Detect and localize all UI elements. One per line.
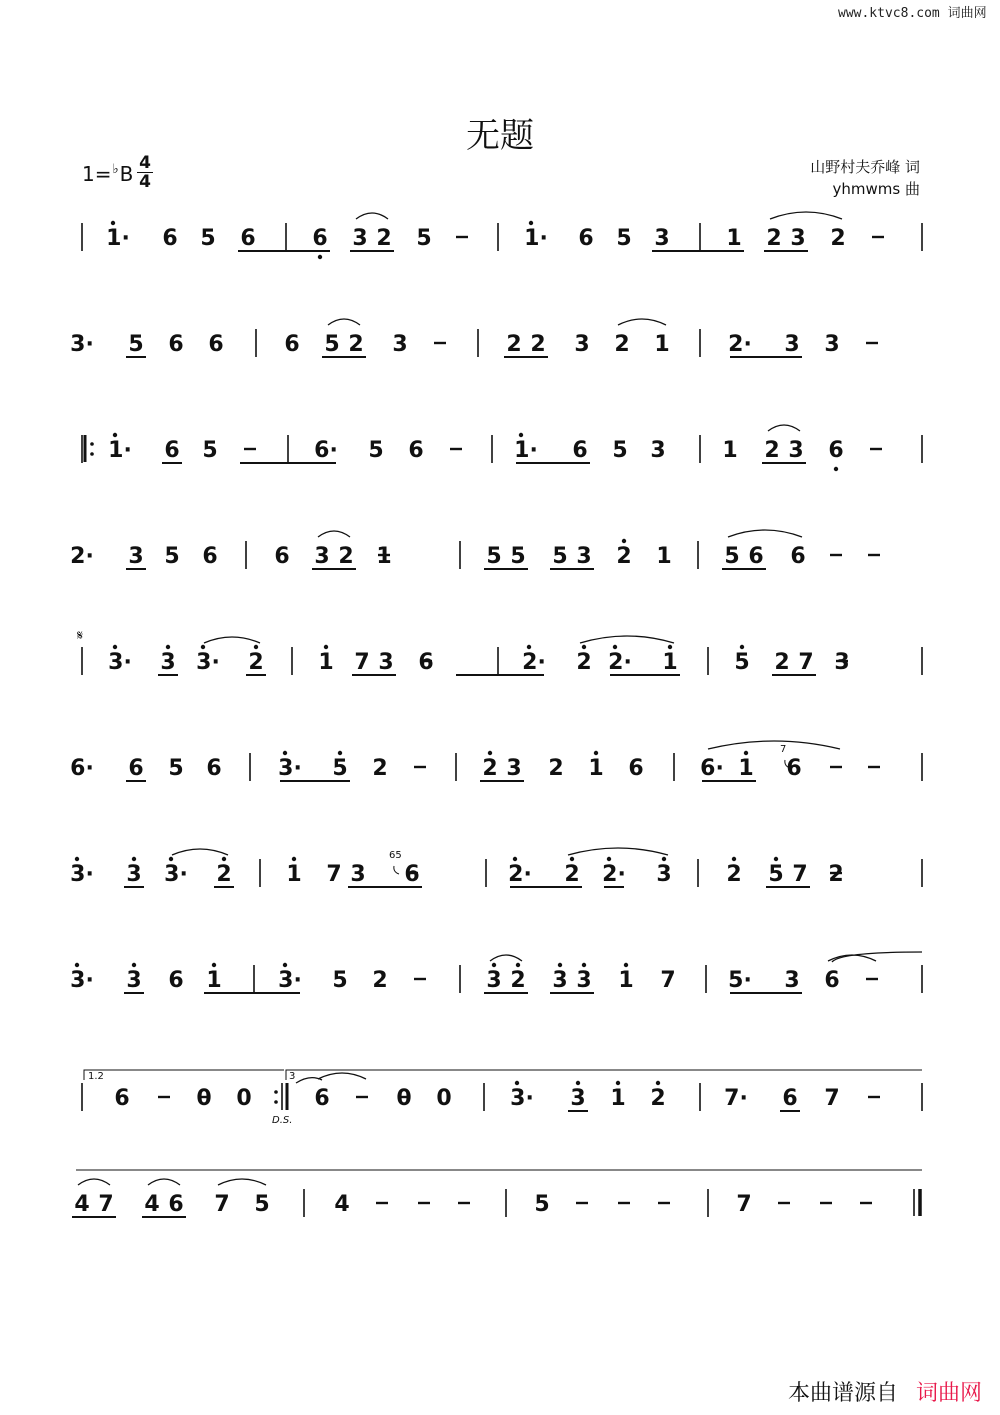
octave-dot-high bbox=[576, 1081, 580, 1085]
note: 1 bbox=[662, 650, 678, 675]
note: 7 bbox=[98, 1192, 114, 1217]
note: 2 bbox=[216, 862, 232, 887]
note: 0 bbox=[236, 1086, 252, 1111]
octave-dot-high bbox=[166, 645, 170, 649]
octave-dot-high bbox=[624, 963, 628, 967]
note: 6 bbox=[786, 756, 802, 781]
note: 6 bbox=[828, 438, 844, 463]
note: 6 bbox=[168, 968, 184, 993]
note: 3 bbox=[784, 968, 800, 993]
octave-dot-high bbox=[515, 1081, 519, 1085]
note: 3 bbox=[574, 332, 590, 357]
note: 3 bbox=[790, 226, 806, 251]
note: 6 bbox=[202, 544, 218, 569]
slur bbox=[708, 741, 840, 749]
slur bbox=[318, 1073, 366, 1079]
note: 7 bbox=[214, 1192, 230, 1217]
note: 2· bbox=[508, 862, 532, 887]
note: 3 bbox=[506, 756, 522, 781]
note: 7 bbox=[824, 1086, 840, 1111]
footer-site-logo[interactable]: 词曲网 bbox=[915, 1381, 982, 1406]
repeat-dot bbox=[90, 452, 94, 456]
octave-dot-high bbox=[113, 433, 117, 437]
octave-dot-high bbox=[662, 857, 666, 861]
note: 6 bbox=[274, 544, 290, 569]
note: 7· bbox=[724, 1086, 748, 1111]
note: 2· bbox=[70, 544, 94, 569]
note: 1 bbox=[588, 756, 604, 781]
note: 5 bbox=[534, 1192, 550, 1217]
octave-dot-high bbox=[222, 857, 226, 861]
octave-dot-high bbox=[169, 857, 173, 861]
note: 6 bbox=[284, 332, 300, 357]
note: 3 bbox=[128, 544, 144, 569]
note: 6 bbox=[824, 968, 840, 993]
note: 5 bbox=[416, 226, 432, 251]
note: 3 bbox=[486, 968, 502, 993]
note: 5 bbox=[510, 544, 526, 569]
flat-sign: ♭ bbox=[112, 162, 119, 177]
note: 4 bbox=[334, 1192, 350, 1217]
slur bbox=[318, 531, 350, 537]
time-signature-bottom: 4 bbox=[137, 172, 153, 191]
note: 3 bbox=[160, 650, 176, 675]
note: 1· bbox=[514, 438, 538, 463]
note: 5 bbox=[616, 226, 632, 251]
octave-dot-high bbox=[283, 963, 287, 967]
note: 3· bbox=[278, 968, 302, 993]
note: 7 bbox=[660, 968, 676, 993]
octave-dot-low bbox=[834, 467, 838, 471]
note: 1 bbox=[376, 544, 392, 569]
octave-dot-low bbox=[318, 255, 322, 259]
note: 6 bbox=[114, 1086, 130, 1111]
octave-dot-high bbox=[570, 857, 574, 861]
note: 3· bbox=[70, 862, 94, 887]
note: 5 bbox=[200, 226, 216, 251]
octave-dot-high bbox=[338, 751, 342, 755]
note: 1 bbox=[654, 332, 670, 357]
note: 6 bbox=[408, 438, 424, 463]
note: 6 bbox=[164, 438, 180, 463]
note: 3 bbox=[552, 968, 568, 993]
note: 2 bbox=[766, 226, 782, 251]
note: 5 bbox=[612, 438, 628, 463]
note: 2 bbox=[764, 438, 780, 463]
slur bbox=[568, 848, 668, 855]
note: 1 bbox=[610, 1086, 626, 1111]
note: 6 bbox=[578, 226, 594, 251]
slur bbox=[78, 1179, 110, 1185]
note: 6 bbox=[418, 650, 434, 675]
note: 5 bbox=[734, 650, 750, 675]
note: 2 bbox=[348, 332, 364, 357]
footer-source-text: 本曲谱源自 bbox=[787, 1381, 898, 1406]
slur bbox=[580, 636, 674, 643]
note: 6 bbox=[168, 1192, 184, 1217]
note: 2 bbox=[828, 862, 844, 887]
note: 2 bbox=[372, 756, 388, 781]
note: 1 bbox=[618, 968, 634, 993]
octave-dot-high bbox=[519, 433, 523, 437]
octave-dot-high bbox=[607, 857, 611, 861]
note: 2 bbox=[774, 650, 790, 675]
octave-dot-high bbox=[582, 645, 586, 649]
key-note: B bbox=[119, 162, 134, 186]
note: 5 bbox=[724, 544, 740, 569]
slur bbox=[218, 1179, 266, 1185]
note: 6 bbox=[168, 332, 184, 357]
note: 2 bbox=[548, 756, 564, 781]
slur bbox=[770, 212, 842, 219]
grace-hook bbox=[394, 866, 399, 874]
octave-dot-high bbox=[613, 645, 617, 649]
note: 5 bbox=[254, 1192, 270, 1217]
note: 1· bbox=[108, 438, 132, 463]
note: 5 bbox=[164, 544, 180, 569]
octave-dot-high bbox=[529, 221, 533, 225]
note: 2 bbox=[530, 332, 546, 357]
note: 3 bbox=[392, 332, 408, 357]
note: 5 bbox=[168, 756, 184, 781]
note: 2 bbox=[482, 756, 498, 781]
octave-dot-high bbox=[582, 963, 586, 967]
note: 6 bbox=[572, 438, 588, 463]
note: 2· bbox=[728, 332, 752, 357]
note: 1 bbox=[738, 756, 754, 781]
note: 3 bbox=[378, 650, 394, 675]
note: 7 bbox=[736, 1192, 752, 1217]
note: 2 bbox=[510, 968, 526, 993]
grace-note-7: 7 bbox=[780, 744, 787, 755]
note: 3 bbox=[824, 332, 840, 357]
volta-3-label: 3 bbox=[289, 1071, 296, 1082]
octave-dot-high bbox=[292, 857, 296, 861]
note: 3· bbox=[108, 650, 132, 675]
time-signature-top: 4 bbox=[139, 153, 151, 173]
octave-dot-high bbox=[740, 645, 744, 649]
composer-credit: yhmwms 曲 bbox=[832, 180, 920, 198]
note: 4 bbox=[74, 1192, 90, 1217]
note: 1 bbox=[206, 968, 222, 993]
note: 0 bbox=[196, 1086, 212, 1111]
note: 3 bbox=[654, 226, 670, 251]
segno-mark: 𝄋 bbox=[77, 628, 84, 644]
note: 2 bbox=[616, 544, 632, 569]
slur-carryover bbox=[296, 1078, 322, 1083]
octave-dot-high bbox=[254, 645, 258, 649]
octave-dot-high bbox=[616, 1081, 620, 1085]
note: 4 bbox=[144, 1192, 160, 1217]
octave-dot-high bbox=[668, 645, 672, 649]
octave-dot-high bbox=[558, 963, 562, 967]
underlines-and-slurs bbox=[72, 212, 922, 1217]
note: 3 bbox=[314, 544, 330, 569]
note: 3 bbox=[788, 438, 804, 463]
repeat-dot bbox=[274, 1100, 278, 1104]
note: 5 bbox=[768, 862, 784, 887]
note: 6 bbox=[206, 756, 222, 781]
note: 7 bbox=[326, 862, 342, 887]
octave-dot-high bbox=[594, 751, 598, 755]
octave-dot-high bbox=[201, 645, 205, 649]
barlines bbox=[82, 223, 922, 1217]
note: 3 bbox=[352, 226, 368, 251]
note: 1· bbox=[524, 226, 548, 251]
note: 2 bbox=[248, 650, 264, 675]
note: 3· bbox=[278, 756, 302, 781]
note: 6 bbox=[162, 226, 178, 251]
note: 3 bbox=[350, 862, 366, 887]
note: 6 bbox=[748, 544, 764, 569]
note: 5 bbox=[332, 968, 348, 993]
note: 2 bbox=[830, 226, 846, 251]
note: 2· bbox=[608, 650, 632, 675]
ds-mark: D.S. bbox=[272, 1115, 293, 1126]
note: 3· bbox=[70, 332, 94, 357]
note: 5· bbox=[728, 968, 752, 993]
octave-dot-high bbox=[132, 857, 136, 861]
note: 5 bbox=[324, 332, 340, 357]
volta-bracket-1-2 bbox=[84, 1070, 284, 1080]
octave-dot-high bbox=[283, 751, 287, 755]
note: 5 bbox=[128, 332, 144, 357]
slur bbox=[356, 213, 388, 219]
repeat-dot bbox=[274, 1090, 278, 1094]
note: 5 bbox=[552, 544, 568, 569]
volta-1-2-label: 1.2 bbox=[88, 1071, 104, 1082]
notes bbox=[70, 221, 884, 1217]
octave-dot-high bbox=[744, 751, 748, 755]
song-title: 无题 bbox=[466, 116, 534, 156]
note: 3 bbox=[650, 438, 666, 463]
octave-dot-high bbox=[732, 857, 736, 861]
grace-note-65: 65 bbox=[389, 850, 402, 861]
slur bbox=[328, 319, 360, 325]
note: 5 bbox=[368, 438, 384, 463]
note: 3· bbox=[70, 968, 94, 993]
octave-dot-high bbox=[492, 963, 496, 967]
note: 3 bbox=[576, 544, 592, 569]
note: 1 bbox=[656, 544, 672, 569]
note: 2 bbox=[650, 1086, 666, 1111]
note: 6 bbox=[782, 1086, 798, 1111]
slur bbox=[204, 637, 260, 643]
slur bbox=[768, 425, 800, 431]
note: 3 bbox=[576, 968, 592, 993]
note: 3 bbox=[834, 650, 850, 675]
slur bbox=[172, 849, 228, 855]
note: 3· bbox=[510, 1086, 534, 1111]
octave-dot-high bbox=[622, 539, 626, 543]
note: 2· bbox=[602, 862, 626, 887]
note: 3 bbox=[656, 862, 672, 887]
octave-dot-high bbox=[111, 221, 115, 225]
note: 3 bbox=[570, 1086, 586, 1111]
note: 2 bbox=[506, 332, 522, 357]
octave-dot-high bbox=[132, 963, 136, 967]
note: 6· bbox=[314, 438, 338, 463]
slur bbox=[490, 955, 522, 961]
note: 6· bbox=[70, 756, 94, 781]
note: 6 bbox=[128, 756, 144, 781]
octave-dot-high bbox=[212, 963, 216, 967]
note: 6 bbox=[312, 226, 328, 251]
note: 1 bbox=[722, 438, 738, 463]
note: 0 bbox=[436, 1086, 452, 1111]
slur bbox=[148, 1179, 180, 1185]
note: 6 bbox=[628, 756, 644, 781]
note: 6 bbox=[240, 226, 256, 251]
note: 7 bbox=[798, 650, 814, 675]
note: 3· bbox=[164, 862, 188, 887]
lyricist-credit: 山野村夫乔峰 词 bbox=[810, 158, 920, 176]
note: 6· bbox=[700, 756, 724, 781]
slur bbox=[618, 319, 666, 325]
note: 5 bbox=[486, 544, 502, 569]
note: 5 bbox=[332, 756, 348, 781]
note: 3· bbox=[196, 650, 220, 675]
repeat-dot bbox=[90, 442, 94, 446]
octave-dot-high bbox=[513, 857, 517, 861]
note: 6 bbox=[404, 862, 420, 887]
octave-dot-high bbox=[527, 645, 531, 649]
octave-dot-high bbox=[324, 645, 328, 649]
octave-dot-high bbox=[75, 857, 79, 861]
note: 2 bbox=[372, 968, 388, 993]
note: 3 bbox=[784, 332, 800, 357]
note: 2 bbox=[564, 862, 580, 887]
octave-dot-high bbox=[774, 857, 778, 861]
octave-dot-high bbox=[516, 963, 520, 967]
note: 3 bbox=[126, 862, 142, 887]
note: 3 bbox=[126, 968, 142, 993]
note: 6 bbox=[790, 544, 806, 569]
note: 5 bbox=[202, 438, 218, 463]
note: 1 bbox=[726, 226, 742, 251]
note: 2 bbox=[576, 650, 592, 675]
octave-dot-high bbox=[113, 645, 117, 649]
octave-dot-high bbox=[656, 1081, 660, 1085]
note: 1 bbox=[286, 862, 302, 887]
note: 0 bbox=[396, 1086, 412, 1111]
note: 2 bbox=[614, 332, 630, 357]
note: 6 bbox=[208, 332, 224, 357]
note: 2 bbox=[338, 544, 354, 569]
watermark-text: www.ktvc8.com 词曲网 bbox=[838, 6, 987, 21]
note: 1· bbox=[106, 226, 130, 251]
octave-dot-high bbox=[488, 751, 492, 755]
note: 2· bbox=[522, 650, 546, 675]
key-prefix: 1= bbox=[82, 162, 112, 186]
note: 2 bbox=[376, 226, 392, 251]
note: 2 bbox=[726, 862, 742, 887]
volta-bracket-3 bbox=[286, 1070, 922, 1080]
slur bbox=[728, 530, 802, 537]
note: 1 bbox=[318, 650, 334, 675]
note: 7 bbox=[354, 650, 370, 675]
note: 6 bbox=[314, 1086, 330, 1111]
slur-carryover bbox=[832, 952, 922, 962]
footer bbox=[788, 1376, 982, 1407]
note: 7 bbox=[792, 862, 808, 887]
octave-dot-high bbox=[75, 963, 79, 967]
